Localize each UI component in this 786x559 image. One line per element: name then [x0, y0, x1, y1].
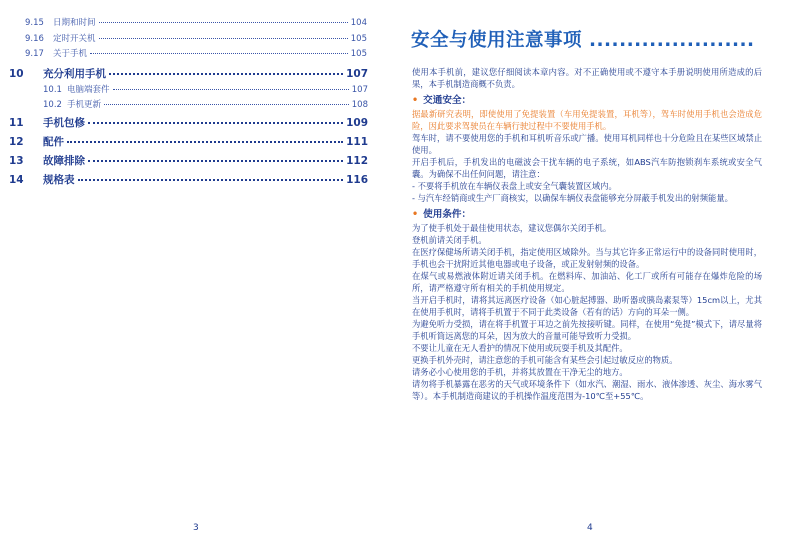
toc-chapter[interactable]	[9, 153, 368, 168]
subsection-heading	[412, 208, 762, 221]
paragraph: 登机前请关闭手机。	[412, 235, 487, 245]
subsection-title: 交通安全：	[423, 95, 472, 106]
toc-dot-leader	[99, 38, 348, 39]
toc-entry-page: 108	[351, 100, 368, 110]
toc-entry-page: 105	[350, 49, 367, 59]
paragraph: 在医疗保健场所请关闭手机，指定使用区域除外。当与其它许多正常运行中的设备同时使用时，手机也会干扰附近其他电器或电子设备，或正发射射频的设备。	[412, 247, 762, 269]
paragraph: 请务必小心使用您的手机，并将其放置在干净无尘的地方。	[412, 367, 628, 377]
right-page	[393, 0, 786, 559]
bullet-icon: •	[412, 209, 419, 220]
paragraph: 为避免听力受损，请在将手机置于耳边之前先按接听键。同样，在使用“免提”模式下，请尽量将手机听筒远离您的耳朵，因为放大的音量可能导致听力受损。	[412, 319, 762, 341]
toc-chapter-title: 手机包修	[43, 117, 85, 129]
toc-entry-number: 10.1	[43, 85, 62, 95]
toc-entry-number: 9.17	[25, 49, 44, 59]
toc-chapter-title: 配件	[43, 136, 64, 148]
toc-dot-leader	[99, 22, 348, 23]
toc-entry-title: 关于手机	[53, 49, 88, 59]
toc-entry-page: 104	[350, 18, 367, 28]
toc-entry-title: 日期和时间	[53, 18, 96, 28]
toc-chapter-title: 故障排除	[43, 155, 85, 167]
paragraph: 为了使手机处于最佳使用状态，建议您偶尔关闭手机。	[412, 223, 612, 233]
paragraph: 更换手机外壳时，请注意您的手机可能含有某些会引起过敏反应的物质。	[412, 355, 678, 365]
paragraph: 不要让儿童在无人看护的情况下使用或玩耍手机及其配件。	[412, 343, 628, 353]
toc-chapter[interactable]	[9, 172, 368, 187]
toc-dot-leader	[88, 160, 343, 162]
toc-dot-leader	[90, 53, 348, 54]
toc-dot-leader	[78, 179, 344, 181]
toc-entry-page: 105	[350, 34, 367, 44]
toc-chapter-title: 规格表	[43, 174, 75, 186]
subsection-heading	[412, 94, 762, 107]
toc-entry-number: 9.15	[25, 18, 44, 28]
toc-entry-title: 定时开关机	[53, 34, 96, 44]
toc-chapter-number: 13	[9, 155, 24, 167]
toc-chapter-page: 111	[346, 136, 368, 148]
toc-entry-title: 手机更新	[67, 100, 102, 110]
toc-entry-page: 107	[351, 85, 368, 95]
toc-dot-leader	[67, 141, 343, 143]
section-body	[412, 66, 762, 402]
page-number: 4	[587, 523, 593, 533]
toc-chapter[interactable]	[9, 134, 368, 149]
paragraph: 驾车时，请不要使用您的手机和耳机听音乐或广播。使用耳机同样也十分危险且在某些区域禁止使用。	[412, 133, 762, 155]
toc-entry[interactable]	[43, 83, 368, 95]
toc-chapter-page: 116	[346, 174, 368, 186]
toc-entry[interactable]	[25, 16, 367, 28]
toc-chapter-title: 充分利用手机	[43, 68, 106, 80]
warning-paragraph: 据最新研究表明，即使使用了免提装置（车用免提装置，耳机等），驾车时使用手机也会造成危险，因此要求驾驶员在车辆行驶过程中不要使用手机。	[412, 109, 762, 131]
section-title: 安全与使用注意事项	[411, 30, 583, 51]
dash-list-item: - 与汽车经销商或生产厂商核实，以确保车辆仪表盘能够充分屏蔽手机发出的射频能量。	[412, 193, 733, 203]
toc-chapter-number: 10	[9, 68, 24, 80]
toc-chapter-page: 109	[346, 117, 368, 129]
toc-chapter-number: 12	[9, 136, 24, 148]
toc-dot-leader	[88, 122, 343, 124]
toc-entry[interactable]	[43, 98, 368, 110]
paragraph: 在煤气或易燃液体附近请关闭手机。在燃料库、加油站、化工厂或所有可能存在爆炸危险的场所，请严格遵守所有相关的手机使用规定。	[412, 271, 762, 293]
subsection-title: 使用条件：	[423, 209, 472, 220]
toc-entry-number: 9.16	[25, 34, 44, 44]
toc-chapter-page: 107	[346, 68, 368, 80]
intro-paragraph: 使用本手机前，建议您仔细阅读本章内容。对不正确使用或不遵守本手册说明使用所造成的后果，本手机制造商概不负责。	[412, 67, 762, 89]
toc-dot-leader	[109, 73, 343, 75]
paragraph: 请勿将手机暴露在恶劣的天气或环境条件下（如水汽、潮湿、雨水、液体渗透、灰尘、海水雾气等）。本手机制造商建议的手机操作温度范围为-10℃至+55℃。	[412, 379, 762, 401]
toc-entry[interactable]	[25, 47, 367, 59]
page-number: 3	[193, 523, 199, 533]
toc-entry[interactable]	[25, 32, 367, 44]
section-heading: 安全与使用注意事项 ......................	[411, 30, 755, 51]
paragraph: 开启手机后，手机发出的电磁波会干扰车辆的电子系统，如ABS汽车防抱锁刹车系统或安全气囊。为确保不出任何问题，请注意：	[412, 157, 762, 179]
toc-chapter-number: 14	[9, 174, 24, 186]
paragraph: 当开启手机时，请将其远离医疗设备（如心脏起搏器、助听器或胰岛素泵等）15cm以上，尤其在使用手机时，请将手机置于不同于此类设备（若有的话）方向的耳朵一侧。	[412, 295, 762, 317]
toc-dot-leader	[113, 89, 349, 90]
toc-chapter-number: 11	[9, 117, 24, 129]
toc-entry-number: 10.2	[43, 100, 62, 110]
toc-chapter[interactable]	[9, 66, 368, 81]
toc-dot-leader	[104, 104, 349, 105]
bullet-icon: •	[412, 95, 419, 106]
dash-list-item: - 不要将手机放在车辆仪表盘上或安全气囊装置区域内。	[412, 181, 617, 191]
toc-chapter-page: 112	[346, 155, 368, 167]
toc-chapter[interactable]	[9, 115, 368, 130]
toc-entry-title: 电脑端套件	[67, 85, 110, 95]
